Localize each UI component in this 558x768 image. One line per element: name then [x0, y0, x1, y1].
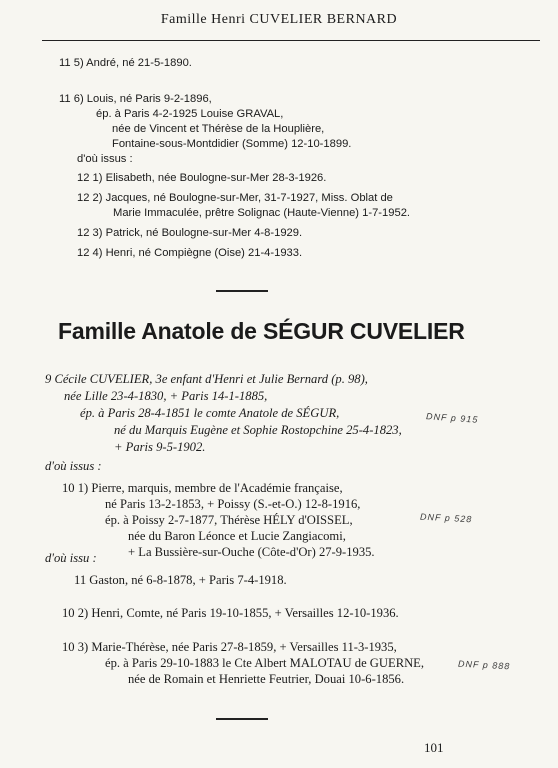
entry-line: 10 3) Marie-Thérèse, née Paris 27-8-1859, + Versailles 11-3-1935, [62, 640, 397, 654]
entry-line: 9 Cécile CUVELIER, 3e enfant d'Henri et Julie Bernard (p. 98), [45, 372, 368, 386]
entry-line: né du Marquis Eugène et Sophie Rostopchine 25-4-1823, [114, 423, 402, 437]
entry-line: Fontaine-sous-Montdidier (Somme) 12-10-1899. [112, 138, 352, 150]
entry-line: d'où issus : [45, 459, 102, 473]
entry-line: 12 3) Patrick, né Boulogne-sur-Mer 4-8-1929. [77, 227, 303, 239]
entry-line: + Paris 9-5-1902. [114, 440, 206, 454]
entry-line: née de Romain et Henriette Feutrier, Douai 10-6-1856. [128, 672, 405, 686]
entry-line: Marie Immaculée, prêtre Solignac (Haute-Vienne) 1-7-1952. [113, 207, 411, 219]
margin-note: DNF p 888 [457, 658, 511, 672]
entry-line: né Paris 13-2-1853, + Poissy (S.-et-O.) 12-8-1916, [105, 497, 361, 511]
entry-line: née du Baron Léonce et Lucie Zangiacomi, [128, 529, 346, 543]
entry-line: 12 4) Henri, né Compiègne (Oise) 21-4-1933. [77, 247, 303, 259]
entry-line: 10 1) Pierre, marquis, membre de l'Académie française, [62, 481, 343, 495]
entry-line: 10 2) Henri, Comte, né Paris 19-10-1855, + Versailles 12-10-1936. [62, 606, 399, 620]
entry-line: d'où issu : [45, 551, 97, 565]
entry-line: 11 6) Louis, né Paris 9-2-1896, [59, 93, 212, 105]
entry-line: ép. à Paris 29-10-1883 le Cte Albert MALOTAU de GUERNE, [105, 656, 425, 670]
entry-line: née de Vincent et Thérèse de la Houplière, [112, 123, 325, 135]
entry-line: + La Bussière-sur-Ouche (Côte-d'Or) 27-9-1935. [128, 545, 375, 559]
section-separator [216, 290, 268, 292]
margin-note: DNF p 528 [419, 511, 473, 525]
section-title: Famille Anatole de SÉGUR CUVELIER [58, 318, 465, 344]
entry-line: ép. à Poissy 2-7-1877, Thérèse HÉLY d'OISSEL, [105, 513, 353, 527]
margin-note: DNF p 915 [425, 411, 479, 425]
header-rule [42, 40, 540, 41]
entry-line: 12 1) Elisabeth, née Boulogne-sur-Mer 28-3-1926. [77, 172, 327, 184]
entry-line: 11 5) André, né 21-5-1890. [59, 57, 192, 69]
running-header: Famille Henri CUVELIER BERNARD [160, 12, 398, 27]
entry-line: 12 2) Jacques, né Boulogne-sur-Mer, 31-7-1927, Miss. Oblat de [77, 192, 393, 204]
entry-line: d'où issus : [77, 153, 133, 165]
entry-line: ép. à Paris 28-4-1851 le comte Anatole de SÉGUR, [80, 406, 340, 420]
entry-line: 11 Gaston, né 6-8-1878, + Paris 7-4-1918. [74, 573, 287, 587]
section-separator [216, 718, 268, 720]
entry-line: ép. à Paris 4-2-1925 Louise GRAVAL, [96, 108, 284, 120]
entry-line: née Lille 23-4-1830, + Paris 14-1-1885, [64, 389, 268, 403]
page-number: 101 [424, 740, 444, 755]
